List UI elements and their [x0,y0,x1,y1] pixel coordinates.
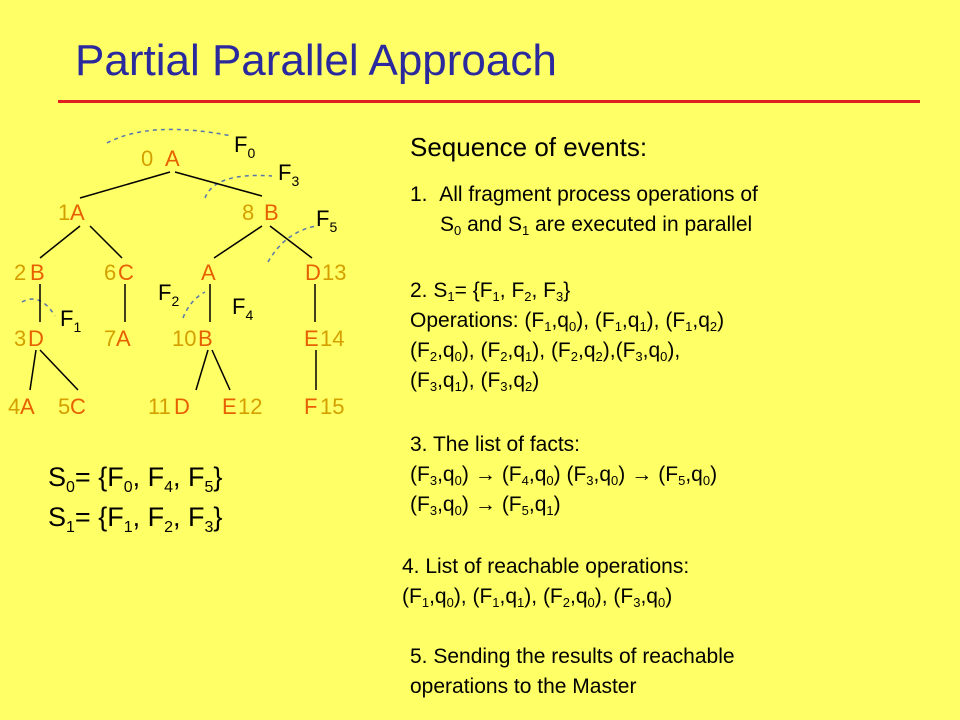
step-5: 5. Sending the results of reachable operations to the Master [410,645,735,698]
node-label-15: F [304,394,318,419]
fragment-boundary-f3 [205,175,272,198]
node-num-1: 1 [58,200,71,225]
arrow-icon [475,490,496,520]
node-label-14: E [304,326,319,351]
node-label-13: D [305,260,321,285]
edge-1-6 [90,226,122,258]
edge-8-13 [270,226,312,258]
slide-title: Partial Parallel Approach [75,36,557,85]
fragment-label-f3: $F_3$ [278,160,300,189]
node-label-11: D [174,394,190,419]
node-label-5: C [70,394,86,419]
node-num-10: 10 [172,326,197,351]
step-3: 3. The list of facts: $(F_3,q_0)\to (F_4,q_0)$ $(F_3,q_0)\to (F_5,q_0)$ $(F_3,q_0)\to (F_5,q_1)$ [410,430,950,520]
node-label-12: E [222,394,237,419]
fragment-label-f4: $F_4$ [232,294,254,323]
node-num-5: 5 [58,394,71,419]
edge-0-1 [80,172,170,198]
fragment-boundary-f0 [107,129,232,143]
fragment-boundary-f1 [22,299,55,316]
node-label-10: B [198,326,213,351]
node-num-14: 14 [320,326,345,351]
fragment-boundary-f2 [183,292,205,318]
node-label-3: D [28,326,44,351]
edge-1-2 [40,226,80,258]
node-num-11: 11 [148,394,171,419]
node-label-6: C [118,260,134,285]
node-num-4: 4 [8,394,21,419]
edge-10-11 [196,350,208,390]
node-label-a: A [201,260,216,285]
sequence-heading: Sequence of events: [410,132,648,162]
fragment-label-f5: $F_5$ [316,206,338,235]
step-2: 2. $S_1= \{F_1$, $F_2$, $F_3$} Operations: $(F_1,q_0)$, $(F_1,q_1)$, $(F_1,q_2)$ $(F_2,q_0)$, $(F_2,q_1)$, $(F_2,q_2),(F_3,q_0)$, $(F_3,q_1)$, $(F_3,q_2)$ [410,279,725,394]
node-label-7: A [116,326,131,351]
edge-8-a [214,226,262,258]
set-s1: $S_1= \{F_1$, $F_2$, $F_3$} [48,502,223,536]
edge-10-12 [212,350,230,390]
node-num-2: 2 [14,260,27,285]
step-4: 4. List of reachable operations: $(F_1,q_0)$, $(F_1,q_1)$, $(F_2,q_0)$, $(F_3,q_0)$ [402,555,690,610]
node-num-6: 6 [104,260,117,285]
edge-0-8 [175,172,262,196]
node-num-7: 7 [104,326,117,351]
set-s0: $S_0= \{F_0$, $F_4$, $F_5$} [48,462,223,496]
node-num-13: 13 [322,260,347,285]
node-label-2: B [30,260,45,285]
node-num-8: 8 [242,200,255,225]
node-num-0: 0 [141,146,154,171]
node-label-0: A [165,146,180,171]
tree-diagram [0,0,400,440]
fragment-label-f2: $F_2$ [158,280,180,309]
node-label-1: A [70,200,85,225]
edge-3-5 [40,350,78,390]
arrow-icon [475,460,496,490]
arrow-icon [631,460,652,490]
node-label-8: B [264,200,279,225]
fragment-label-f0: $F_0$ [234,132,256,161]
node-num-3: 3 [14,326,27,351]
node-num-15: 15 [320,394,345,419]
node-label-4: A [20,394,35,419]
fragment-boundary-f5 [268,226,316,262]
edge-3-4 [30,350,36,390]
fragment-label-f1: $F_1$ [60,306,82,335]
node-num-12: 12 [238,394,263,419]
step-1: 1. All fragment process operations of $S_0$ and $S_1$ are executed in parallel [410,183,758,238]
